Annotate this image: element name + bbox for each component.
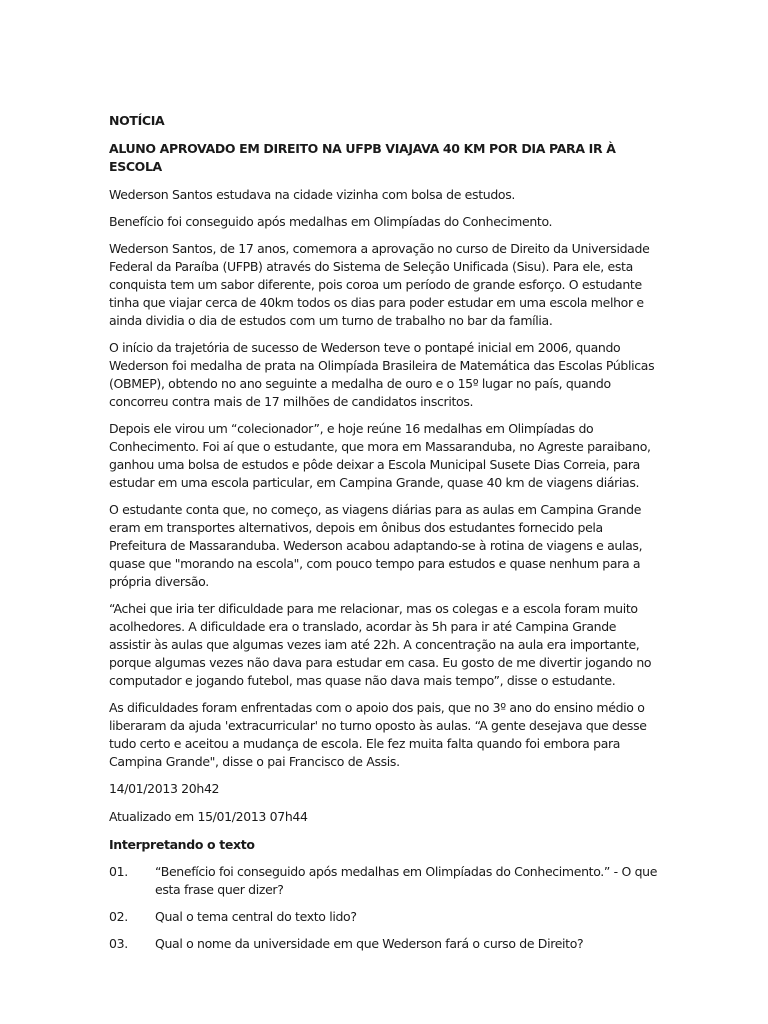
body-paragraph-3: Depois ele virou um “colecionador”, e hoje reúne 16 medalhas em Olimpíadas do Conhecimento. Foi aí que o estudante, que mora em Massaranduba, no Agreste paraibano, ganhou uma bolsa de estudos e pôde deixar a Escola Municipal Susete Dias Correia, para estudar em uma escola particular, em Campina Grande, quase 40 km de viagens diárias.: [109, 421, 651, 490]
news-subtitle-1: Wederson Santos estudava na cidade vizinha com bolsa de estudos.: [109, 187, 515, 202]
body-paragraph-5: “Achei que iria ter dificuldade para me relacionar, mas os colegas e a escola foram muito acolhedores. A dificuldade era o translado, acordar às 5h para ir até Campina Grande assistir às aulas que algumas vezes iam até 22h. A concentração na aula era importante, porque algumas vezes não dava para estudar em casa. Eu gosto de me divertir jogando no computador e jogando futebol, mas quase não dava mais tempo”, disse o estudante.: [109, 601, 652, 688]
question-item: [109, 935, 661, 953]
question-number: 01.: [109, 864, 128, 879]
document-label: NOTÍCIA: [109, 113, 165, 128]
news-headline: ALUNO APROVADO EM DIREITO NA UFPB VIAJAVA 40 KM POR DIA PARA IR À ESCOLA: [109, 141, 616, 174]
document-page: [109, 112, 661, 962]
body-paragraph-1: Wederson Santos, de 17 anos, comemora a aprovação no curso de Direito da Universidade Federal da Paraíba (UFPB) através do Sistema de Seleção Unificada (Sisu). Para ele, esta conquista tem um sabor diferente, pois coroa um período de grande esforço. O estudante tinha que viajar cerca de 40km todos os dias para poder estudar em uma escola melhor e ainda dividia o dia de estudos com um turno de trabalho no bar da família.: [109, 241, 650, 328]
question-text: Qual o tema central do texto lido?: [155, 909, 357, 924]
body-paragraph-6: As dificuldades foram enfrentadas com o apoio dos pais, que no 3º ano do ensino médio o liberaram da ajuda 'extracurricular' no turno oposto às aulas. “A gente desejava que desse tudo certo e aceitou a mudança de escola. Ele fez muita falta quando foi embora para Campina Grande", disse o pai Francisco de Assis.: [109, 700, 647, 769]
question-item: [109, 863, 661, 899]
question-number: 03.: [109, 936, 128, 951]
updated-date: Atualizado em 15/01/2013 07h44: [109, 809, 308, 824]
body-paragraph-2: O início da trajetória de sucesso de Wederson teve o pontapé inicial em 2006, quando Wederson foi medalha de prata na Olimpíada Brasileira de Matemática das Escolas Públicas (OBMEP), obtendo no ano seguinte a medalha de ouro e o 15º lugar no país, quando concorreu contra mais de 17 milhões de candidatos inscritos.: [109, 340, 655, 409]
body-paragraph-4: O estudante conta que, no começo, as viagens diárias para as aulas em Campina Grande eram em transportes alternativos, depois em ônibus dos estudantes fornecido pela Prefeitura de Massaranduba. Wederson acabou adaptando-se à rotina de viagens e aulas, quase que "morando na escola", com pouco tempo para estudos e quase nenhum para a própria diversão.: [109, 502, 643, 589]
question-item: [109, 908, 661, 926]
section-title: Interpretando o texto: [109, 837, 255, 852]
question-text: Qual o nome da universidade em que Wederson fará o curso de Direito?: [155, 936, 584, 951]
news-subtitle-2: Benefício foi conseguido após medalhas em Olimpíadas do Conhecimento.: [109, 214, 553, 229]
question-text: “Benefício foi conseguido após medalhas em Olimpíadas do Conhecimento.” - O que esta frase quer dizer?: [155, 864, 658, 897]
question-number: 02.: [109, 909, 128, 924]
published-date: 14/01/2013 20h42: [109, 781, 220, 796]
